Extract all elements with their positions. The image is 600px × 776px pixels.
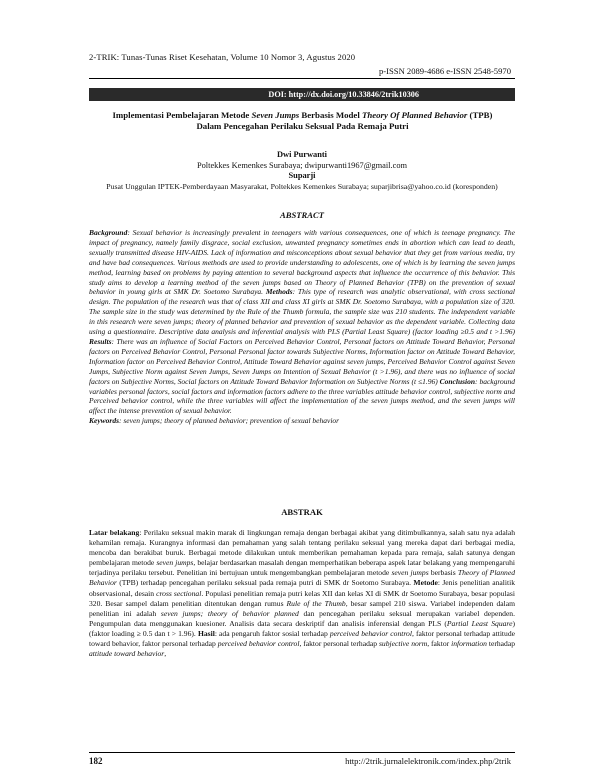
footer-rule xyxy=(89,752,515,753)
abstract-heading: ABSTRACT xyxy=(280,210,324,220)
header-rule xyxy=(89,78,515,79)
author-affiliation: Pusat Unggulan IPTEK-Pemberdayaan Masyarakat, Poltekkes Kemenkes Surabaya; suparjibrisa@yahoo.co.id (koresponden) xyxy=(106,182,498,191)
author-affiliation: Poltekkes Kemenkes Surabaya; dwipurwanti1967@gmail.com xyxy=(196,161,408,170)
abstrak-heading: ABSTRAK xyxy=(281,507,323,517)
doi-link[interactable]: DOI: http://dx.doi.org/10.33846/2trik10306 xyxy=(268,90,419,99)
page-number: 182 xyxy=(89,756,103,766)
keywords: : seven jumps; theory of planned behavior; prevention of sexual behavior xyxy=(119,416,340,426)
abstract-indonesian: Latar belakang: Perilaku seksual makin marak di lingkungan remaja dengan berbagai akibat yang ditimbulkannya, salah satu nya adalah kehamilan remaja. Kurangnya informasi dan pemahaman yang salah tentang perilaku seksual yang mereka dapat dari berbagai media, mencoba dan berakibat buruk. Berbagai metode dilakukan untuk memberikan pemahaman kepada para remaja, salah satunya dengan pembelajaran metode seven jumps, belajar berdasarkan masalah dengan memperhatikan beberapa aspek latar belakang yang mempengaruhi terjadinya perilaku tersebut. Penelitian ini bertujuan untuk mengembangkan pembelajaran metode seven jumps berbasis Theory of Planned Behavior (TPB) terhadap pencegahan perilaku seksual pada remaja putri di SMK dr Soetomo Surabaya. Metode: Jenis penelitian analitik observasional, desain cross sectional. Populasi penelitian remaja putri kelas XII dan kelas XI di SMK dr Soetomo Surabaya, besar populasi 320. Besar sampel dalam penelitian ditentukan dengan rumus Rule of the Thumb, besar sampel 210 siswa. Variabel independen dalam penelitian ini adalah seven jumps; theory of behavior planned dan pencegahan perilaku seksual merupakan variabel dependen. Pengumpulan data menggunakan kuesioner. Analisis data secara deskriptif dan analisis inferensial dengan PLS (Partial Least Square) (faktor loading ≥ 0.5 dan t > 1.96). Hasil: ada pengaruh faktor sosial terhadap perceived behavior control, faktor personal terhadap attitude toward behavior, faktor personal terhadap perceived behavior control, faktor personal terhadap subjective norm, faktor information terhadap attitude toward behavior, xyxy=(89,528,516,659)
doi-banner[interactable] xyxy=(89,88,515,101)
journal-header: 2-TRIK: Tunas-Tunas Riset Kesehatan, Volume 10 Nomor 3, Agustus 2020 xyxy=(89,52,356,62)
issn-line: p-ISSN 2089-4686 e-ISSN 2548-5970 xyxy=(378,66,511,76)
author-name: Suparji xyxy=(288,171,316,180)
journal-url-link[interactable]: http://2trik.jurnalelektronik.com/index.php/2trik xyxy=(345,756,511,766)
keywords-label: Keywords xyxy=(89,416,119,426)
abstract-english: Background: Sexual behavior is increasingly prevalent in teenagers with various consequences, one of which is teenage pregnancy. The impact of pregnancy, namely family disgrace, social exclusion, unwanted pregnancy sometimes ends in abortion which can lead to death, sexually transmitted disease HIV-AIDS. Lack of information and misconceptions about sexual behavior that they get from various media, try and have bad consequences. Various methods are used to provide understanding to adolescents, one of which is by learning the seven jumps method, learning based on problems by paying attention to several background aspects that influence the occurrence of this behavior. This study aims to develop a learning method of the seven jumps based on Theory of Planned Behavior (TPB) on the prevention of sexual behavior in young girls at SMK Dr. Soetomo Surabaya. Methods: This type of research was analytic observational, with cross sectional design. The population of the research was that of class XII and class XI girls at SMK Dr. Soetomo Surabaya, with a population size of 320. The sample size in the study was determined by the Rule of the Thumb formula, the sample size was 210 students. The independent variable in this research were seven jumps; theory of planned behavior and prevention of sexual behavior as the dependent variable. Collecting data using a questionnaire. Descriptive data analysis and inferential analysis with PLS (Partial Least Square) (factor loading ≥0.5 and t >1.96) Results: There was an influence of Social Factors on Perceived Behavior Control, Personal factors on Attitude Toward Behavior, Personal factors on Perceived Behavior Control, Personal Personal factor towards Subjective Norms, Information factor on Attitude Toward Behavior, Information factor on Perceived Behavior Control, Attitude Toward Behavior against seven jumps, Perceived Behavior Control against Seven Jumps, Subjective Norm against Seven Jumps, Seven Jumps on Intention of Sexual Behavior (t >1.96), and there was no influence of social factors on Subjective Norms, Social factors on Attitude Toward Behavior Information on Subjective Norms (t ≤1.96) Conclusion: background variables personal factors, social factors and information factors adhere to the three variables attitude behavior control, subjective norm and Perceived behavior control, while the three variables will affect the implementation of the seven jumps method, and the seven jumps will affect the intense prevention of sexual behavior. Keywords: seven jumps; theory of planned behavior; prevention of sexual behavior xyxy=(89,228,516,426)
article-title: Implementasi Pembelajaran Metode Seven Jumps Berbasis Model Theory Of Planned Behavior (TPB) Dalam Pencegahan Perilaku Seksual Pada Remaja Putri xyxy=(112,110,493,131)
author-name: Dwi Purwanti xyxy=(276,150,328,159)
